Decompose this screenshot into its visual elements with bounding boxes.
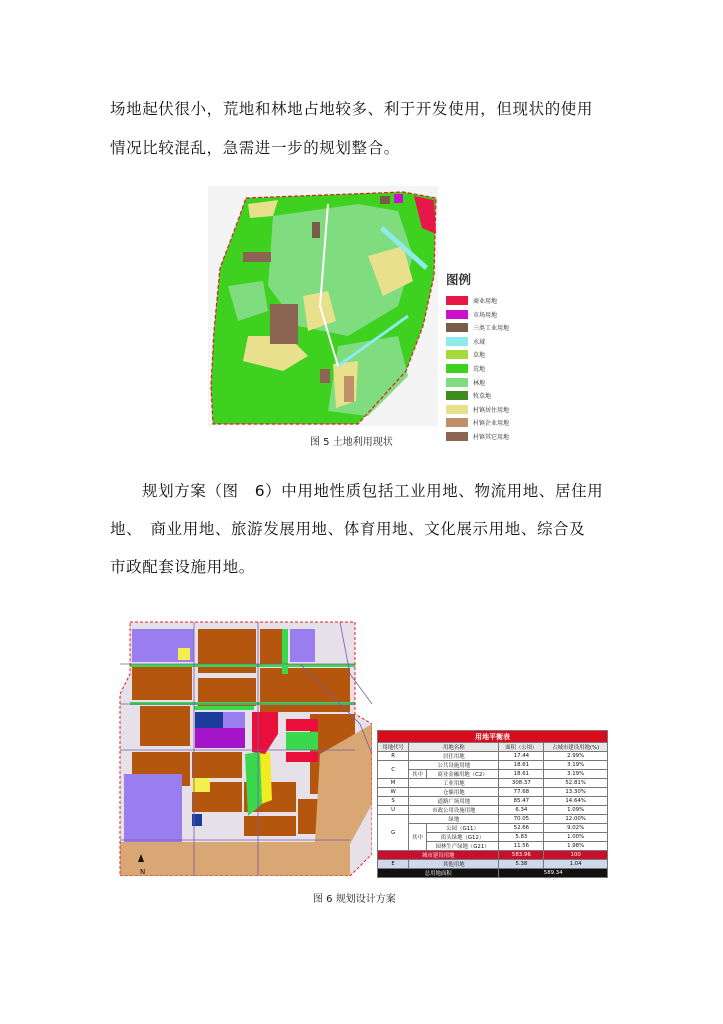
table-cell: 11.56: [499, 842, 544, 851]
table-row: [378, 770, 608, 779]
table-cell: E: [378, 860, 409, 869]
table-cell: 100: [544, 851, 608, 860]
table-cell: 12.00%: [544, 815, 608, 824]
north-label: N: [140, 868, 146, 876]
figure-5-caption: 图 5 土地利用现状: [310, 437, 393, 448]
table-cell: 其中: [409, 824, 427, 851]
legend-item: [446, 348, 509, 361]
legend-item: [446, 389, 509, 402]
table-cell: 居住用地: [409, 752, 499, 761]
table-row: [378, 752, 608, 761]
table-cell: 2.99%: [544, 752, 608, 761]
table-cell: 1.09%: [544, 806, 608, 815]
legend-swatch: [446, 418, 468, 427]
table-cell: 52.66: [499, 824, 544, 833]
land-use-balance-table: [377, 730, 608, 878]
land-use-legend: [446, 270, 509, 444]
table-cell: 77.68: [499, 788, 544, 797]
table-cell: 工业用地: [409, 779, 499, 788]
header-cell: 面积（公顷）: [499, 743, 544, 752]
legend-item: [446, 321, 509, 334]
table-cell: 1.00%: [544, 833, 608, 842]
table-row: [378, 779, 608, 788]
table-cell: 园林生产绿地（G21）: [426, 842, 499, 851]
legend-label: 村镇企业用地: [473, 420, 510, 428]
legend-swatch: [446, 378, 468, 387]
table-row: [378, 761, 608, 770]
table-cell: 其中: [409, 770, 427, 779]
table-row: [378, 806, 608, 815]
legend-title: 图例: [446, 272, 472, 287]
legend-swatch: [446, 323, 468, 332]
table-cell: 仓储用地: [409, 788, 499, 797]
legend-label: 商业用地: [473, 298, 498, 305]
legend-swatch: [446, 296, 468, 305]
planning-scheme-map: [110, 604, 372, 876]
table-cell: 308.37: [499, 779, 544, 788]
legend-swatch: [446, 337, 468, 346]
legend-item: [446, 376, 509, 389]
table-header-row: [378, 743, 608, 752]
table-row: [378, 788, 608, 797]
table-cell: 70.05: [499, 815, 544, 824]
table-cell: W: [378, 788, 409, 797]
table-row: [378, 797, 608, 806]
paragraph-2-line-1: 规划方案（图 6）中用地性质包括工业用地、物流用地、居住用: [142, 482, 604, 500]
legend-label: 村镇其它用地: [473, 433, 510, 441]
table-cell: 公共设施用地: [409, 761, 499, 770]
table-cell: 街头绿地（G12）: [426, 833, 499, 842]
table-cell: M: [378, 779, 409, 788]
table-cell: 18.61: [499, 770, 544, 779]
table-cell: 589.34: [499, 869, 608, 878]
table-cell: 52.81%: [544, 779, 608, 788]
legend-label: 市场用地: [473, 311, 498, 319]
table-row: [378, 824, 608, 833]
legend-item: [446, 308, 509, 321]
legend-item: [446, 362, 509, 375]
table-cell: 城市建设用地: [378, 851, 499, 860]
table-cell: 583.96: [499, 851, 544, 860]
legend-swatch: [446, 405, 468, 414]
table-row: [378, 851, 608, 860]
table-cell: 5.38: [499, 860, 544, 869]
legend-item: [446, 335, 509, 348]
table-cell: 商业金融用地（C2）: [426, 770, 499, 779]
table-cell: 14.64%: [544, 797, 608, 806]
table-row: [378, 869, 608, 878]
table-cell: G: [378, 815, 409, 851]
table-cell: 9.02%: [544, 824, 608, 833]
table-cell: 市政公用设施用地: [409, 806, 499, 815]
legend-label: 村镇居住用地: [473, 406, 510, 414]
header-cell: 用地名称: [409, 743, 499, 752]
land-use-status-map: [208, 186, 438, 426]
table-cell: 总用地面积: [378, 869, 499, 878]
table-cell: 3.19%: [544, 770, 608, 779]
legend-item: [446, 403, 509, 416]
table-cell: 3.19%: [544, 761, 608, 770]
paragraph-2-line-2: 地、 商业用地、旅游发展用地、体育用地、文化展示用地、综合及: [110, 520, 586, 538]
table-cell: S: [378, 797, 409, 806]
legend-swatch: [446, 432, 468, 441]
legend-label: 牧草地: [473, 393, 492, 401]
legend-label: 三类工业用地: [473, 325, 510, 333]
header-cell: 占城市建设用地(%): [544, 743, 608, 752]
paragraph-1-line-2: 情况比较混乱，急需进一步的规划整合。: [110, 139, 400, 157]
legend-item: [446, 430, 509, 443]
legend-swatch: [446, 391, 468, 400]
header-cell: 用地代号: [378, 743, 409, 752]
table-cell: C: [378, 761, 409, 779]
table-cell: 6.34: [499, 806, 544, 815]
table-cell: 道路广场用地: [409, 797, 499, 806]
legend-swatch: [446, 350, 468, 359]
table-cell: R: [378, 752, 409, 761]
legend-swatch: [446, 310, 468, 319]
legend-item: [446, 416, 509, 429]
paragraph-1-line-1: 场地起伏很小，荒地和林地占地较多、利于开发使用，但现状的使用: [110, 100, 594, 118]
table-cell: 其他用地: [409, 860, 499, 869]
legend-label: 草地: [473, 352, 486, 360]
table-cell: U: [378, 806, 409, 815]
table-row: [378, 815, 608, 824]
table-cell: 1.98%: [544, 842, 608, 851]
table-cell: 1.04: [544, 860, 608, 869]
table-cell: 17.44: [499, 752, 544, 761]
legend-item: [446, 294, 509, 307]
table-cell: 5.83: [499, 833, 544, 842]
table-cell: 85.47: [499, 797, 544, 806]
legend-swatch: [446, 364, 468, 373]
table-title: 用地平衡表: [378, 731, 608, 743]
figure-6-caption: 图 6 规划设计方案: [313, 894, 396, 905]
table-row: [378, 860, 608, 869]
legend-label: 荒地: [473, 365, 486, 373]
legend-label: 林地: [473, 379, 486, 387]
table-cell: 13.30%: [544, 788, 608, 797]
table-cell: 绿地: [409, 815, 499, 824]
paragraph-2-line-3: 市政配套设施用地。: [110, 558, 255, 576]
table-cell: 18.61: [499, 761, 544, 770]
table-cell: 公园（G11）: [426, 824, 499, 833]
legend-label: 水域: [473, 338, 486, 346]
